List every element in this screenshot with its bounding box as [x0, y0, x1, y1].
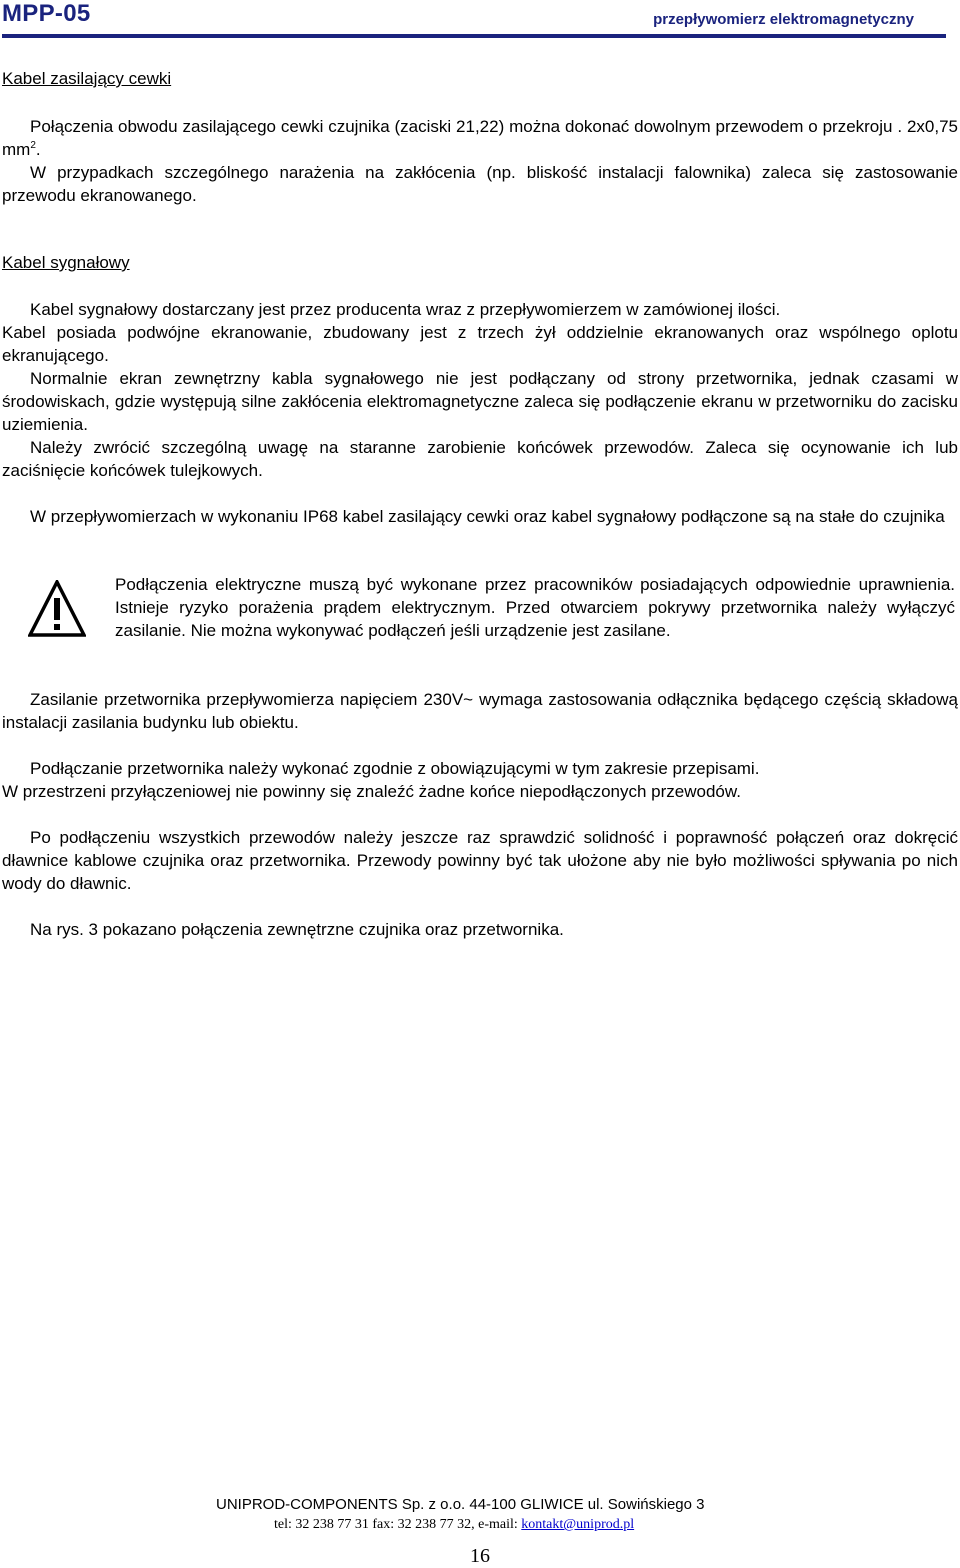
- supply-paragraph: Zasilanie przetwornika przepływomierza napięciem 230V~ wymaga zastosowania odłącznika będącego częścią składową instalacji zasilania budynku lub obiektu.: [2, 690, 958, 732]
- section-title-signal-cable: Kabel sygnałowy: [2, 253, 130, 272]
- footer-contact: [274, 1517, 634, 1533]
- footer-company: UNIPROD-COMPONENTS Sp. z o.o. 44-100 GLIWICE ul. Sowińskiego 3: [216, 1496, 705, 1513]
- figure-reference: Na rys. 3 pokazano połączenia zewnętrzne czujnika oraz przetwornika.: [30, 920, 564, 939]
- after-connection-paragraph: Po podłączeniu wszystkich przewodów należy jeszcze raz sprawdzić solidność i poprawność połączeń oraz dokręcić dławnice kablowe czujnika oraz przetwornika. Przewody powinny być tak ułożone aby nie było możliwości spływania po nich wody do dławnic.: [2, 828, 958, 893]
- connection-paragraph-1: Podłączanie przetwornika należy wykonać zgodnie z obowiązującymi w tym zakresie przepisami.: [30, 759, 760, 778]
- page-number: 16: [470, 1545, 490, 1567]
- header-rule: [2, 34, 946, 38]
- coil-cable-text-end: .: [35, 140, 41, 159]
- signal-cable-paragraph-4: Należy zwrócić szczególną uwagę na staranne zarobienie końcówek przewodów. Zaleca się ocynowanie ich lub zaciśnięcie końcówek tulejkowych.: [2, 438, 958, 480]
- coil-cable-paragraph: [2, 115, 958, 161]
- header-product-name: przepływomierz elektromagnetyczny: [653, 11, 914, 28]
- warning-text: Podłączenia elektryczne muszą być wykonane przez pracowników posiadających odpowiednie uprawnienia. Istnieje ryzyko porażenia prądem elektrycznym. Przed otwarciem pokrywy przetwornika należy wyłączyć zasilanie. Nie można wykonywać podłączeń jeśli urządzenie jest zasilane.: [115, 575, 955, 640]
- section-title-coil-cable: Kabel zasilający cewki: [2, 69, 172, 88]
- signal-cable-paragraph-1: Kabel sygnałowy dostarczany jest przez producenta wraz z przepływomierzem w zamówionej ilości.: [30, 300, 781, 319]
- header-model: MPP-05: [2, 0, 91, 27]
- signal-cable-paragraph-2: Kabel posiada podwójne ekranowanie, zbudowany jest z trzech żył oddzielnie ekranowanych oraz wspólnego oplotu ekranującego.: [2, 323, 958, 365]
- footer-email-link[interactable]: kontakt@uniprod.pl: [521, 1517, 635, 1532]
- connection-paragraph-2: W przestrzeni przyłączeniowej nie powinny się znaleźć żadne końce niepodłączonych przewodów.: [2, 782, 741, 801]
- footer-phone-fax: tel: 32 238 77 31 fax: 32 238 77 32, e-mail:: [274, 1517, 522, 1532]
- warning-triangle-icon: [28, 580, 86, 638]
- signal-cable-paragraph-3: Normalnie ekran zewnętrzny kabla sygnałowego nie jest podłączany od strony przetwornika, jednak czasami w środowiskach, gdzie występują silne zakłócenia elektromagnetyczne zaleca się podłączenie ekranu w przetworniku do zacisku uziemienia.: [2, 369, 958, 434]
- ip68-note: W przepływomierzach w wykonaniu IP68 kabel zasilający cewki oraz kabel sygnałowy podłączone są na stałe do czujnika: [30, 507, 945, 526]
- section-coil-cable-body: [2, 115, 958, 207]
- main-paragraphs: [2, 688, 958, 941]
- superscript: 2: [30, 140, 36, 151]
- section-signal-cable-body: [2, 298, 958, 528]
- coil-cable-shield-paragraph: W przypadkach szczególnego narażenia na zakłócenia (np. bliskość instalacji falownika) zaleca się zastosowanie przewodu ekranowanego.: [2, 163, 958, 205]
- coil-cable-text: Połączenia obwodu zasilającego cewki czujnika (zaciski 21,22) można dokonać dowolnym przewodem o przekroju . 2x0,75 mm: [2, 117, 958, 159]
